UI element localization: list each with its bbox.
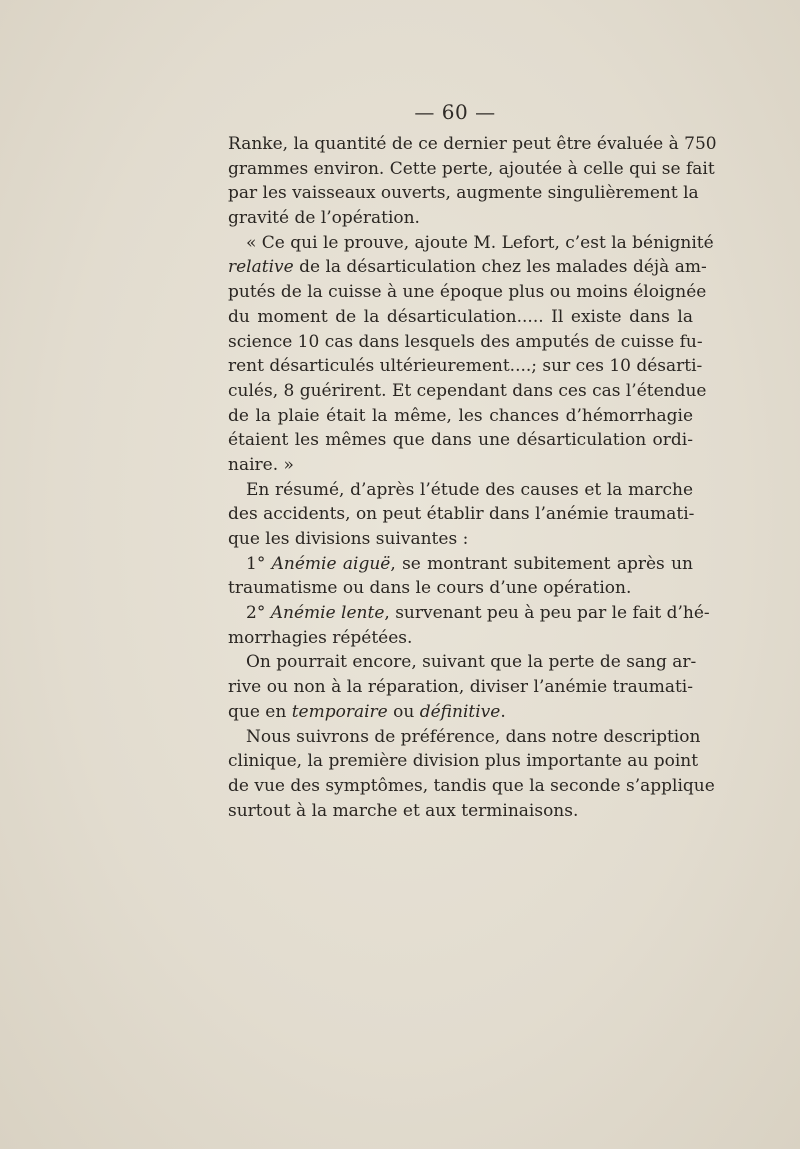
italic-term: relative bbox=[228, 257, 294, 278]
text-line: surtout à la marche et aux terminaisons. bbox=[228, 800, 579, 821]
body-text bbox=[228, 132, 717, 823]
text-fragment: que en bbox=[228, 701, 292, 722]
list-number: 2° bbox=[246, 603, 271, 624]
text-line: clinique, la première division plus importante au point bbox=[228, 751, 699, 772]
text-line: putés de la cuisse à une époque plus ou moins éloignée bbox=[228, 282, 707, 303]
text-line: de vue des symptômes, tandis que la seconde s’applique bbox=[228, 775, 715, 796]
text-fragment: . bbox=[500, 701, 506, 722]
text-line: de la plaie était la même, les chances d’hémorrhagie bbox=[228, 405, 693, 426]
italic-term: définitive bbox=[419, 701, 501, 722]
text-line: « Ce qui le prouve, ajoute M. Lefort, c’est la bénignité bbox=[246, 232, 714, 253]
text-line bbox=[228, 601, 710, 626]
text-line: étaient les mêmes que dans une désarticulation ordi- bbox=[228, 430, 693, 451]
text-fragment: de la désarticulation chez les malades déjà am- bbox=[293, 257, 707, 278]
text-line: Nous suivrons de préférence, dans notre description bbox=[246, 726, 701, 747]
text-line: En résumé, d’après l’étude des causes et la marche bbox=[246, 479, 693, 500]
text-line: que les divisions suivantes : bbox=[228, 529, 469, 549]
text-line: rent désarticulés ultérieurement....; sur ces 10 désarti- bbox=[228, 356, 703, 377]
text-line: morrhagies répétées. bbox=[228, 627, 413, 648]
text-line: naire. » bbox=[228, 454, 294, 475]
text-line: rive ou non à la réparation, diviser l’anémie traumati- bbox=[228, 677, 693, 698]
text-fragment: ou bbox=[387, 701, 420, 722]
text-line: des accidents, on peut établir dans l’anémie traumati- bbox=[228, 504, 695, 525]
text-line: traumatisme ou dans le cours d’une opération. bbox=[228, 578, 632, 599]
text-line bbox=[228, 700, 693, 725]
text-fragment: , se montrant subitement après un bbox=[390, 553, 693, 574]
text-line: grammes environ. Cette perte, ajoutée à celle qui se fait bbox=[228, 158, 715, 179]
text-line: Ranke, la quantité de ce dernier peut être évaluée à 750 bbox=[228, 134, 717, 154]
text-line: gravité de l’opération. bbox=[228, 208, 420, 229]
text-fragment: , survenant peu à peu par le fait d’hé- bbox=[384, 603, 710, 624]
text-line: du moment de la désarticulation..... Il existe dans la bbox=[228, 306, 693, 327]
text-line: culés, 8 guérirent. Et cependant dans ces cas l’étendue bbox=[228, 380, 707, 401]
italic-term: Anémie lente bbox=[270, 603, 385, 624]
text-line: science 10 cas dans lesquels des amputés de cuisse fu- bbox=[228, 331, 703, 352]
list-number: 1° bbox=[246, 553, 272, 574]
italic-term: temporaire bbox=[291, 701, 388, 722]
text-line: On pourrait encore, suivant que la perte de sang ar- bbox=[246, 652, 697, 673]
text-line bbox=[228, 552, 693, 577]
page-number: — 60 — bbox=[414, 100, 496, 124]
italic-term: Anémie aiguë bbox=[271, 553, 391, 574]
text-line bbox=[228, 255, 707, 280]
text-line: par les vaisseaux ouverts, augmente singulièrement la bbox=[228, 183, 699, 204]
